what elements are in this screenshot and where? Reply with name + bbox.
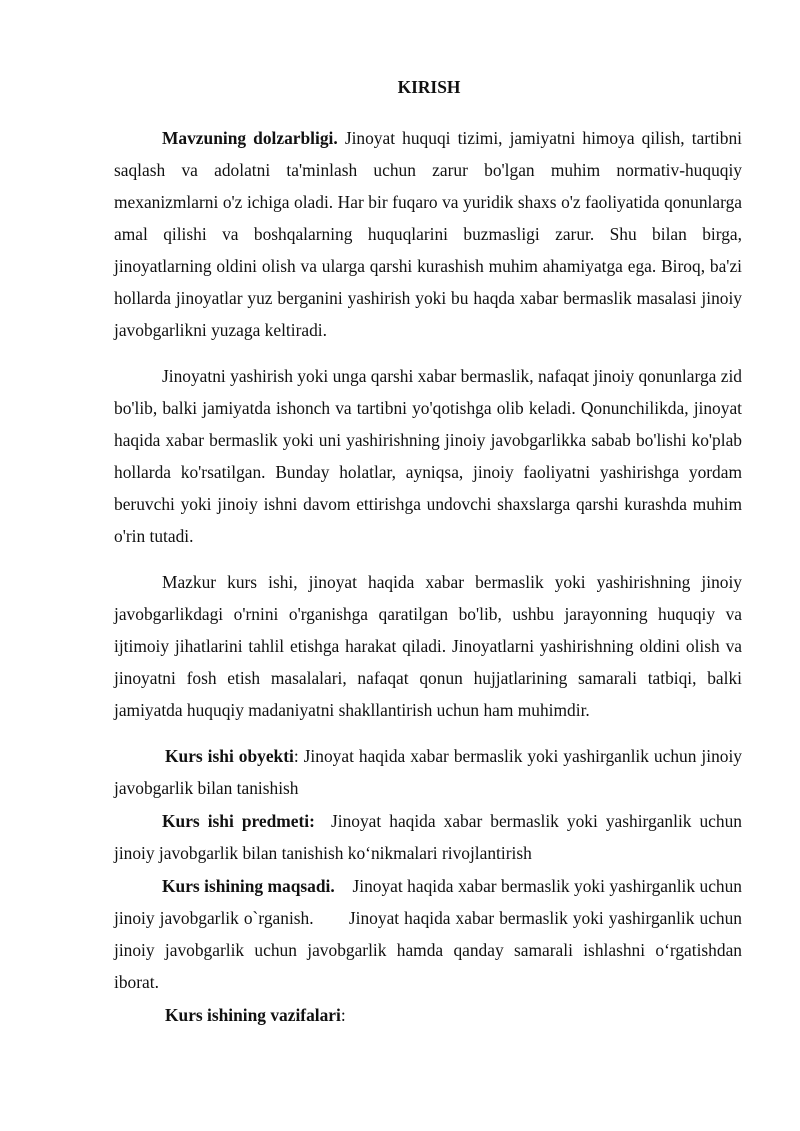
item-goal [114,870,747,998]
paragraph-concealment [114,360,742,552]
item-lead: Kurs ishi predmeti: [162,811,315,831]
paragraph-text: Jinoyat huquqi tizimi, jamiyatni himoya qilish, tartibni saqlash va adolatni ta'minlash uchun zarur bo'lgan muhim normativ-huquqiy mexanizmlarni o'z ichiga oladi. Har bir fuqaro va yuridik shaxs o'z faoliyatida qonunlarga amal qilishi va boshqalarning huquqlarini buzmasligi zarur. Shu bilan birga, jinoyatlarning oldini olish va ularga qarshi kurashish muhim ahamiyatga ega. Biroq, ba'zi hollarda jinoyatlar yuz berganini yashirish yoki bu haqda xabar bermaslik masalasi jinoiy javobgarlikni yuzaga keltiradi. [114,128,742,340]
item-text: Jinoyat haqida xabar bermaslik yoki yashirganlik uchun jinoiy javobgarlik o`rganish. Jinoyat haqida xabar bermaslik yoki yashirganlik uchun jinoiy javobgarlik uchun javobgarlik hamda qanday samarali ishlashni o‘rgatishdan iborat. [114,876,747,992]
item-lead: Kurs ishining maqsadi. [162,876,335,896]
paragraph-text: Jinoyatni yashirish yoki unga qarshi xabar bermaslik, nafaqat jinoiy qonunlarga zid bo'lib, balki jamiyatda ishonch va tartibni yo'qotishga olib keladi. Qonunchilikda, jinoyat haqida xabar bermaslik yoki uni yashirishning jinoiy javobgarlikka sabab bo'lishi ko'plab hollarda ko'rsatilgan. Bunday holatlar, ayniqsa, jinoiy faoliyatni yashirishga yordam beruvchi yoki jinoiy ishni davom ettirishga undovchi shaxslarga qarshi kurashda muhim o'rin tutadi. [114,366,742,546]
item-text: : Jinoyat haqida xabar bermaslik yoki yashirganlik uchun jinoiy javobgarlik bilan tanishish [114,746,742,798]
item-subject [114,805,747,869]
item-text: Jinoyat haqida xabar bermaslik yoki yashirganlik uchun jinoiy javobgarlik bilan tanishish ko‘nikmalari rivojlantirish [114,811,747,863]
item-text: : [340,1005,346,1025]
item-lead: Kurs ishining vazifalari [165,1005,341,1025]
paragraph-text: Mazkur kurs ishi, jinoyat haqida xabar bermaslik yoki yashirishning jinoiy javobgarlikdagi o'rnini o'rganishga qaratilgan bo'lib, ushbu jarayonning huquqiy va ijtimoiy jihatlarini tahlil etishga harakat qiladi. Jinoyatlarni yashirishning oldini olish va jinoyatni fosh etish masalalari, nafaqat qonun hujjatlarining samarali tatbiqi, balki jamiyatda huquqiy madaniyatni shakllantirish uchun ham muhimdir. [114,572,742,720]
paragraph-course-work [114,566,742,726]
page-title: KIRISH [397,77,461,97]
paragraph-relevance [114,122,742,346]
item-object [114,740,742,804]
paragraph-lead: Mavzuning dolzarbligi. [162,128,338,148]
item-tasks [114,999,742,1031]
item-lead: Kurs ishi obyekti [165,746,294,766]
